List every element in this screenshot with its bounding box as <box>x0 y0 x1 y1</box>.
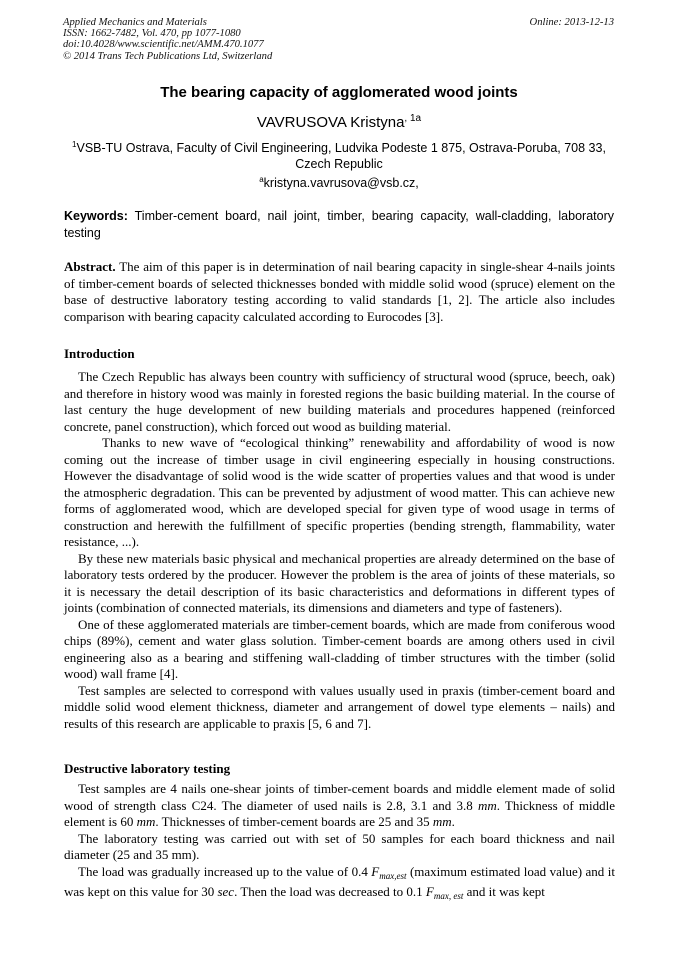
journal-name: Applied Mechanics and Materials <box>63 17 207 28</box>
section-heading-introduction: Introduction <box>64 346 135 361</box>
introduction-body <box>64 369 615 732</box>
intro-paragraph-4: One of these agglomerated materials are timber-cement boards, which are made from coniferous wood chips (89%), cement and water glass solution. Timber-cement boards are among others used in civil engineering also as a bearing and stiffening wall-cladding of timber structures with the timber (solid wood) wall frame [4]. <box>64 616 615 681</box>
dlt-paragraph-2: The laboratory testing was carried out with set of 50 samples for each board thickness and nail diameter (25 and 35 mm). <box>64 830 615 862</box>
keywords-text: Timber-cement board, nail joint, timber, bearing capacity, wall-cladding, laboratory testing <box>64 209 614 240</box>
affiliation <box>64 137 614 172</box>
intro-paragraph-2: Thanks to new wave of “ecological thinking” renewability and affordability of wood is now coming out the increase of timber usage in civil engineering especially in housing constructions. However the disadvantage of solid wood is the wide scatter of properties values and that wood is under the atmospheric degradation. This can be prevented by adjustment of wood matter. This can achieve new forms of agglomerated wood, which are developed special for given type of wood usage in terms of construction and herewith the fulfillment of specific properties (bending strength, flammability, water resistance, ...). <box>64 435 615 549</box>
issn-line: ISSN: 1662-7482, Vol. 470, pp 1077-1080 <box>63 28 241 40</box>
running-header <box>63 17 503 62</box>
abstract-text: The aim of this paper is in determination of nail bearing capacity in single-shear 4-nails joints of timber-cement boards of selected thicknesses bonded with middle solid wood (spruce) element on the base of destructive laboratory testing according to valid standards [1, 2]. The article also includes comparison with bearing capacity calculated according to Eurocodes [3]. <box>64 259 615 324</box>
abstract-label: Abstract. <box>64 259 116 274</box>
section-heading-destructive-testing: Destructive laboratory testing <box>64 761 231 776</box>
abstract <box>64 259 615 325</box>
online-date: Online: 2013-12-13 <box>529 17 614 28</box>
intro-paragraph-3: By these new materials basic physical and mechanical properties are already determined on the base of laboratory tests ordered by the producer. However the problem is the area of joints of these materials, so it is necessary the detail description of its basic characteristics and deformations in different types of joints (combination of connected materials, its dimensions and diameters and type of fasteners). <box>64 550 615 615</box>
author-line <box>0 113 678 131</box>
copyright-line: © 2014 Trans Tech Publications Ltd, Switzerland <box>63 50 273 62</box>
dlt-paragraph-3: The load was gradually increased up to the value of 0.4 $F_{max,est}$ (maximum estimated load value) and it was kept on this value for 30 sec. Then the load was decreased to 0.1 $F_{max, est}$ and it was kept <box>64 863 615 901</box>
dlt-paragraph-1: Test samples are 4 nails one-shear joints of timber-cement boards and middle element made of solid wood of strength class C24. The diameter of used nails is 2.8, 3.1 and 3.8 mm. Thickness of middle element is 60 mm. Thicknesses of timber-cement boards are 25 and 35 mm. <box>64 781 615 829</box>
email-line <box>0 175 678 190</box>
email-address[interactable]: kristyna.vavrusova@vsb.cz, <box>263 176 419 191</box>
intro-paragraph-5: Test samples are selected to correspond with values usually used in praxis (timber-cement board and middle solid wood element thickness, diameter and arrangement of dowel type elements – nails) and results of this research are applicable to praxis [5, 6 and 7]. <box>64 682 615 731</box>
destructive-testing-body <box>64 781 615 905</box>
affiliation-sup: 1 <box>72 140 77 149</box>
author-sup: , 1a <box>404 113 422 124</box>
keywords <box>64 208 614 241</box>
paper-title: The bearing capacity of agglomerated wood joints <box>160 84 518 101</box>
doi-line: doi:10.4028/www.scientific.net/AMM.470.1077 <box>63 39 264 51</box>
keywords-label: Keywords: <box>64 209 128 223</box>
author-name: VAVRUSOVA Kristyna <box>256 114 405 131</box>
affiliation-text: VSB-TU Ostrava, Faculty of Civil Engineering, Ludvika Podeste 1 875, Ostrava-Poruba, 708 33, Czech Republic <box>76 141 606 172</box>
intro-paragraph-1: The Czech Republic has always been country with sufficiency of structural wood (spruce, beech, oak) and therefore in history wood was mainly in forested regions the basic building material. In the course of last century the huge development of new building materials and procedures happened (reinforced concrete, panel construction), which forced out wood as building material. <box>64 369 615 434</box>
email-sup: a <box>259 175 264 184</box>
